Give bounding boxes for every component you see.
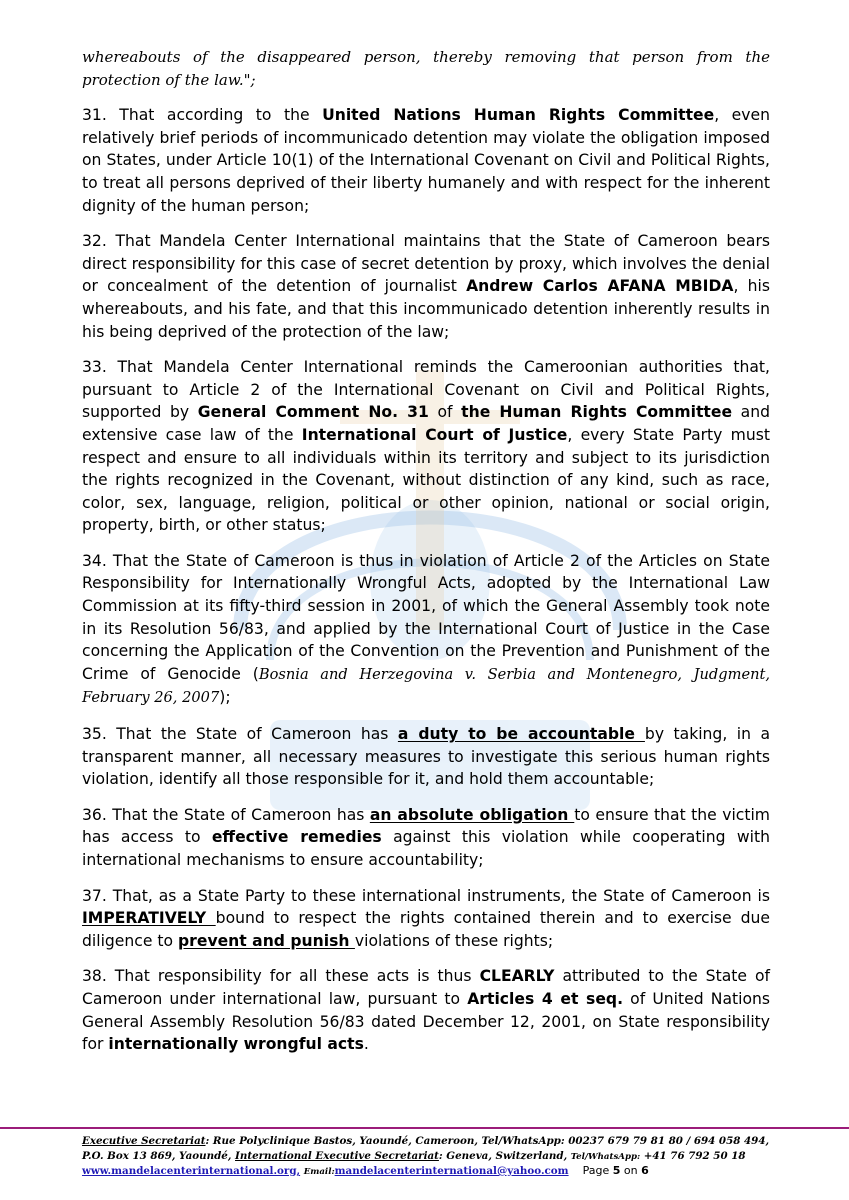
paragraph-34 (82, 550, 770, 710)
p33-text-a: 33. That Mandela Center International reminds the Cameroonian authorities that, pursuant to Article 2 of the International Covenant on Civil and Political Rights, supported by (82, 358, 770, 422)
website-link[interactable]: www.mandelacenterinternational.org, (82, 1165, 301, 1177)
p32-text-a: 32. That Mandela Center International maintains that the State of Cameroon bears direct responsibility for this case of secret detention by proxy, which involves the denial or concealment of the detention of journalist (82, 232, 770, 296)
p37-text-a: 37. That, as a State Party to these international instruments, the State of Cameroon is (82, 886, 770, 905)
p35-bold-underline-1: a duty to be accountable (397, 725, 645, 744)
page-of: on (623, 1164, 638, 1177)
footer-intl-phone: +41 76 792 50 18 (640, 1149, 746, 1162)
p33-bold-1: General Comment No. 31 (197, 403, 429, 422)
paragraph-intro (82, 46, 770, 91)
p38-text-a: 38. That responsibility for all these acts is thus (82, 967, 480, 986)
p37-bold-underline-1: IMPERATIVELY (82, 909, 216, 928)
email-link[interactable]: mandelacenterinternational@yahoo.com (334, 1165, 569, 1177)
footer-line-1 (82, 1134, 770, 1149)
p37-text-c: bound to respect the rights contained therein and to exercise due diligence to (82, 909, 770, 950)
p38-text-c: attributed to the State of Cameroon under international law, pursuant to (82, 967, 770, 1008)
p34-case-citation: Bosnia and Herzegovina v. Serbia and Montenegro, Judgment, February 26, 2007 (82, 665, 770, 707)
paragraph-32 (82, 230, 770, 343)
footer-rule (0, 1127, 849, 1129)
footer-tel-label: Tel/WhatsApp: (570, 1151, 641, 1162)
footer-intl-location: : Geneva, Switzerland, (438, 1149, 571, 1162)
footer-exec-secretariat-label: Executive Secretariat (82, 1135, 206, 1147)
p33-text-e: , every State Party must respect and ensure to all individuals within its territory and subject to its jurisdiction the rights recognized in the Covenant, without distinction of any kind, such as race, color, sex, language, religion, political or other opinion, national or social origin, property, birth, or other status; (82, 425, 770, 535)
p36-bold-1: effective remedies (211, 828, 382, 847)
footer-po-box: P.O. Box 13 869, Yaoundé, (82, 1149, 236, 1162)
p38-bold-2: Articles 4 et seq. (467, 989, 623, 1008)
document-body (82, 46, 770, 1069)
p33-text-d: and extensive case law of the (82, 403, 770, 444)
p36-text-d: against this violation while cooperating with international mechanisms to ensure accountability; (82, 828, 770, 869)
paragraph-35 (82, 723, 770, 791)
paragraph-36 (82, 804, 770, 872)
p33-bold-2: the Human Rights Committee (461, 403, 733, 422)
p32-bold-1: Andrew Carlos AFANA MBIDA (466, 277, 734, 296)
page-word: Page (582, 1164, 610, 1177)
paragraph-31 (82, 104, 770, 217)
p31-text-c: , even relatively brief periods of incommunicado detention may violate the obligation imposed on States, under Article 10(1) of the International Covenant on Civil and Political Rights, to treat all persons deprived of their liberty humanely and with respect for the inherent dignity of the human person; (82, 106, 770, 215)
footer-line-2 (82, 1149, 770, 1165)
p38-text-d: of United Nations General Assembly Resolution 56/83 dated December 12, 2001, on State responsibility for (82, 989, 770, 1054)
paragraph-38 (82, 965, 770, 1055)
p34-text-c: ); (219, 688, 231, 707)
footer-email-label: Email: (303, 1167, 335, 1177)
p37-bold-underline-2: prevent and punish (178, 931, 355, 950)
footer-line-3 (82, 1164, 770, 1180)
p34-text-a: 34. That the State of Cameroon is thus in violation of Article 2 of the Articles on State Responsibility for Internationally Wrongful Acts, adopted by the International Law Commission at its fifty-third session in 2001, of which the General Assembly took note in its Resolution 56/83, and applied by the International Court of Justice in the Case concerning the Application of the Convention on the Prevention and Punishment of the Crime of Genocide ( (82, 551, 770, 683)
footer-intl-secretariat-label: International Executive Secretariat (235, 1149, 439, 1162)
p37-text-d: violations of these rights; (354, 931, 554, 950)
p38-bold-1: CLEARLY (479, 967, 555, 986)
intro-text: whereabouts of the disappeared person, thereby removing that person from the protection of the law."; (82, 48, 770, 89)
page-number (583, 1164, 649, 1177)
p35-text-a: 35. That the State of Cameroon has (82, 725, 398, 744)
p36-bold-underline-1: an absolute obligation (369, 805, 575, 824)
page-footer (82, 1134, 770, 1180)
p35-text-c: by taking, in a transparent manner, all necessary measures to investigate this serious human rights violation, identify all those responsible for it, and hold them accountable; (82, 725, 771, 789)
p31-text-a: 31. That according to the (82, 106, 323, 125)
p38-bold-3: internationally wrongful acts (108, 1035, 364, 1054)
p38-text-e: . (363, 1035, 369, 1054)
paragraph-37 (82, 885, 770, 953)
p32-text-c: , his whereabouts, and his fate, and that this incommunicado detention inherently results in his being deprived of the protection of the law; (82, 277, 770, 341)
p33-bold-3: International Court of Justice (301, 425, 568, 444)
paragraph-33 (82, 356, 770, 537)
footer-address: : Rue Polyclinique Bastos, Yaoundé, Cameroon, Tel/WhatsApp: 00237 679 79 81 80 / 694 058 494, (205, 1135, 770, 1147)
p36-text-c: to ensure that the victim has access to (82, 805, 770, 847)
p36-text-a: 36. That the State of Cameroon has (82, 805, 370, 824)
page-total: 6 (641, 1164, 649, 1177)
page-current: 5 (612, 1164, 621, 1177)
p31-bold-1: United Nations Human Rights Committee (322, 106, 715, 125)
p33-text-c: of (428, 403, 462, 422)
